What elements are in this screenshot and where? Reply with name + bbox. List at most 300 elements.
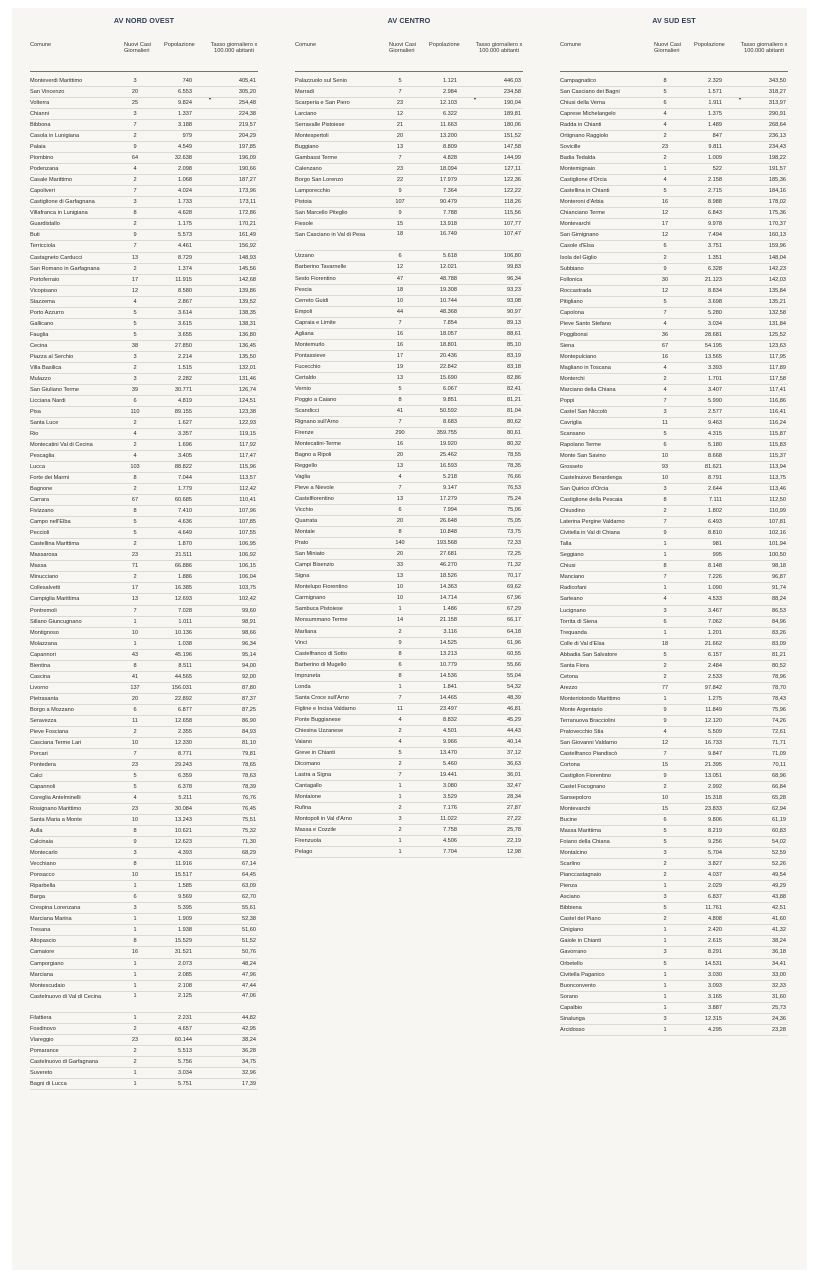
- popolazione-cell: 8.291: [708, 949, 722, 956]
- tasso-cell: 187,27: [238, 177, 256, 184]
- tasso-cell: 106,15: [238, 563, 256, 570]
- tasso-cell: 122,36: [503, 177, 521, 184]
- comune-cell: Castiglion Fiorentino: [560, 772, 611, 779]
- nuovi-casi-cell: 8: [133, 938, 137, 945]
- tasso-cell: 72,61: [772, 728, 786, 735]
- comune-cell: Castiglione di Garfagnana: [30, 199, 95, 206]
- comune-cell: Porcari: [30, 750, 48, 757]
- comune-cell: Scarlino: [560, 861, 581, 868]
- tasso-cell: 52,59: [772, 850, 786, 857]
- popolazione-cell: 2.125: [178, 992, 192, 999]
- nuovi-casi-cell: 2: [663, 133, 667, 140]
- tasso-cell: 91,74: [772, 585, 786, 592]
- table-row: [560, 782, 788, 793]
- nuovi-casi-cell: 4: [398, 738, 402, 745]
- table-row: [560, 1003, 788, 1014]
- nuovi-casi-cell: 23: [131, 1036, 139, 1043]
- tasso-cell: 27,87: [507, 805, 521, 811]
- comune-cell: Fosdinovo: [30, 1025, 56, 1032]
- section-title: AV SUD EST: [652, 16, 696, 25]
- comune-cell: Grosseto: [560, 464, 583, 471]
- nuovi-casi-cell: 6: [663, 618, 667, 625]
- comune-cell: Capannori: [30, 651, 56, 658]
- table-row: [30, 484, 258, 495]
- comune-cell: Sillano Giuncugnano: [30, 618, 82, 625]
- nuovi-casi-cell: 20: [131, 695, 139, 702]
- popolazione-cell: 12.120: [704, 717, 722, 724]
- tasso-cell: 117,41: [769, 386, 786, 393]
- tasso-cell: 25,73: [772, 1004, 786, 1011]
- nuovi-casi-cell: 11: [662, 419, 668, 426]
- table-row: [295, 737, 523, 748]
- table-row: [295, 638, 523, 649]
- nuovi-casi-cell: 1: [663, 629, 667, 636]
- popolazione-cell: 15.529: [174, 938, 192, 945]
- table-row: [30, 517, 258, 528]
- table-row: [560, 959, 788, 970]
- popolazione-cell: 16.749: [439, 231, 457, 238]
- table-row: [30, 352, 258, 363]
- table-row: [295, 836, 523, 847]
- tasso-cell: 48,24: [242, 960, 256, 967]
- tasso-cell: 123,63: [768, 342, 786, 349]
- table-row: [560, 804, 788, 815]
- tasso-cell: 136,45: [238, 342, 256, 349]
- table-row: [560, 550, 788, 561]
- comune-cell: Scansano: [560, 431, 585, 437]
- comune-cell: Castelnuovo Berardenga: [560, 475, 622, 482]
- nuovi-casi-cell: 8: [663, 497, 667, 504]
- comune-cell: Pietrasanta: [30, 695, 59, 702]
- nuovi-casi-cell: 13: [396, 463, 404, 470]
- nuovi-casi-cell: 12: [396, 264, 404, 271]
- tasso-cell: 117,92: [239, 442, 256, 449]
- tasso-cell: 123,38: [238, 408, 256, 415]
- tasso-cell: 125,52: [768, 331, 786, 338]
- popolazione-cell: 1.337: [178, 111, 192, 118]
- comune-cell: Castelfranco di Sotto: [295, 650, 347, 657]
- nuovi-casi-cell: 1: [133, 1069, 137, 1076]
- sort-desc-icon[interactable]: ▼: [208, 96, 212, 101]
- table-row: [560, 837, 788, 848]
- table-row: [30, 418, 258, 429]
- nuovi-casi-cell: 2: [133, 541, 137, 548]
- tasso-cell: 75,05: [507, 518, 521, 525]
- comune-cell: Pienza: [560, 883, 578, 890]
- table-row: [295, 814, 523, 825]
- nuovi-casi-cell: 1: [663, 993, 667, 1000]
- tasso-cell: 55,61: [242, 905, 256, 912]
- table-row: [295, 285, 523, 296]
- comune-cell: Pratovecchio Stia: [560, 728, 604, 735]
- popolazione-cell: 3.615: [178, 320, 192, 327]
- table-row: [30, 164, 258, 175]
- comune-cell: Castelfranco Piandiscò: [560, 750, 618, 757]
- table-row: [295, 395, 523, 406]
- table-row: [30, 870, 258, 881]
- nuovi-casi-cell: 16: [131, 949, 139, 956]
- tasso-cell: 198,22: [768, 155, 786, 162]
- nuovi-casi-cell: 7: [398, 319, 402, 326]
- table-row: [30, 76, 258, 87]
- tasso-cell: 159,96: [768, 243, 786, 250]
- table-row: [560, 672, 788, 683]
- table-row: [295, 803, 523, 814]
- header-nuovi-casi: Nuovi Casi Giornalieri: [389, 42, 417, 54]
- nuovi-casi-cell: 1: [133, 618, 137, 625]
- tasso-cell: 52,38: [242, 916, 256, 923]
- popolazione-cell: 66.886: [174, 563, 192, 570]
- table-row: [560, 396, 788, 407]
- table-row: [560, 617, 788, 628]
- popolazione-cell: 11.916: [175, 861, 192, 868]
- nuovi-casi-cell: 1: [663, 552, 667, 559]
- table-row: [560, 208, 788, 219]
- table-row: [30, 473, 258, 484]
- comune-cell: Casole d'Elsa: [560, 243, 595, 250]
- nuovi-casi-cell: 13: [396, 573, 404, 580]
- comune-cell: Castelnuovo di Val di Cecina: [30, 993, 102, 1000]
- tasso-cell: 98,18: [772, 563, 786, 570]
- table-row: [295, 759, 523, 770]
- popolazione-cell: 10.621: [174, 828, 192, 835]
- comune-cell: Buggiano: [295, 144, 319, 151]
- table-row: [30, 186, 258, 197]
- table-row: [560, 219, 788, 230]
- nuovi-casi-cell: 6: [133, 706, 137, 713]
- nuovi-casi-cell: 5: [663, 839, 667, 846]
- table-row: [560, 462, 788, 473]
- popolazione-cell: 18.057: [439, 330, 457, 337]
- popolazione-cell: 4.295: [708, 1026, 722, 1033]
- nuovi-casi-cell: 20: [396, 551, 404, 558]
- header-tasso: Tasso giornaliero x 100.000 abitanti: [475, 42, 523, 54]
- comune-cell: Dicomano: [295, 760, 321, 767]
- comune-cell: Piazza al Serchio: [30, 353, 74, 360]
- comune-cell: San Vincenzo: [30, 89, 65, 96]
- nuovi-casi-cell: 2: [663, 916, 667, 923]
- tasso-cell: 219,57: [238, 122, 256, 129]
- tasso-cell: 68,96: [772, 772, 786, 779]
- table-row: [30, 1046, 258, 1057]
- popolazione-cell: 2.329: [708, 78, 722, 84]
- tasso-cell: 66,84: [772, 784, 786, 790]
- table-row: [560, 330, 788, 341]
- tasso-cell: 115,37: [769, 453, 786, 460]
- popolazione-cell: 1.701: [708, 375, 722, 382]
- tasso-cell: 98,66: [242, 629, 256, 636]
- tasso-cell: 38,24: [772, 938, 786, 945]
- table-row: [30, 495, 258, 506]
- comune-cell: Palazzuolo sul Senio: [295, 78, 347, 84]
- comune-cell: Montecarlo: [30, 850, 58, 857]
- tasso-cell: 76,53: [507, 485, 521, 492]
- table-row: [295, 318, 523, 329]
- nuovi-casi-cell: 8: [133, 861, 137, 868]
- tasso-cell: 55,04: [507, 672, 521, 679]
- comune-cell: Licciana Nardi: [30, 397, 66, 404]
- popolazione-cell: 13.918: [439, 221, 457, 228]
- nuovi-casi-cell: 6: [663, 442, 667, 449]
- comune-cell: Stazzema: [30, 298, 55, 305]
- popolazione-cell: 979: [182, 133, 192, 140]
- popolazione-cell: 6.493: [708, 519, 722, 526]
- tasso-cell: 113,75: [769, 475, 786, 482]
- popolazione-cell: 9.463: [708, 419, 722, 426]
- comune-cell: Massa e Cozzile: [295, 827, 337, 834]
- popolazione-cell: 9.966: [443, 738, 457, 745]
- table-row: [295, 693, 523, 704]
- comune-cell: Casciana Terme Lari: [30, 739, 82, 746]
- comune-cell: Chiesina Uzzanese: [295, 727, 344, 734]
- table-row: [560, 870, 788, 881]
- comune-cell: Montemignaio: [560, 166, 596, 173]
- popolazione-cell: 5.211: [178, 795, 192, 802]
- comune-cell: Castel del Piano: [560, 916, 601, 923]
- tasso-cell: 96,34: [507, 275, 521, 282]
- popolazione-cell: 2.615: [708, 938, 722, 945]
- tasso-cell: 115,83: [769, 442, 786, 449]
- popolazione-cell: 8.834: [708, 287, 722, 294]
- tasso-cell: 81,04: [507, 407, 521, 414]
- nuovi-casi-cell: 9: [133, 144, 137, 151]
- header-comune: Comune: [295, 42, 317, 48]
- comune-cell: Cascina: [30, 673, 51, 680]
- popolazione-cell: 1.375: [708, 111, 722, 118]
- comune-cell: Asciano: [560, 894, 580, 901]
- table-row: [30, 925, 258, 936]
- table-row: [560, 528, 788, 539]
- nuovi-casi-cell: 8: [398, 672, 402, 679]
- popolazione-cell: 4.828: [443, 155, 457, 162]
- tasso-cell: 234,58: [503, 89, 521, 96]
- nuovi-casi-cell: 1: [133, 960, 137, 967]
- tasso-cell: 32,96: [242, 1069, 256, 1076]
- popolazione-cell: 2.715: [708, 188, 722, 195]
- table-row: [295, 748, 523, 759]
- popolazione-cell: 46.270: [439, 562, 457, 569]
- nuovi-casi-cell: 67: [661, 342, 669, 349]
- nuovi-casi-cell: 1: [133, 916, 137, 923]
- table-row: [30, 374, 258, 385]
- comune-cell: Barberino di Mugello: [295, 661, 347, 668]
- nuovi-casi-cell: 7: [133, 188, 137, 195]
- table-row: [30, 561, 258, 572]
- popolazione-cell: 12.315: [704, 1015, 722, 1022]
- nuovi-casi-cell: 23: [396, 100, 404, 107]
- nuovi-casi-cell: 4: [133, 166, 137, 173]
- tasso-cell: 80,52: [772, 662, 786, 669]
- popolazione-cell: 3.357: [178, 431, 192, 437]
- sort-desc-icon[interactable]: ▼: [738, 96, 742, 101]
- nuovi-casi-cell: 4: [663, 596, 667, 603]
- popolazione-cell: 8.511: [178, 662, 192, 669]
- nuovi-casi-cell: 39: [131, 386, 139, 393]
- popolazione-cell: 21.395: [704, 761, 722, 768]
- nuovi-casi-cell: 5: [663, 651, 667, 658]
- table-row: [295, 153, 523, 164]
- comune-cell: Montepulciano: [560, 353, 597, 360]
- comune-cell: Barberino Tavarnelle: [295, 264, 347, 271]
- table-row: [560, 793, 788, 804]
- nuovi-casi-cell: 2: [133, 486, 137, 493]
- tasso-cell: 126,74: [238, 386, 256, 393]
- tasso-cell: 142,68: [238, 276, 256, 283]
- tasso-cell: 51,60: [242, 927, 256, 934]
- table-row: [560, 826, 788, 837]
- nuovi-casi-cell: 47: [396, 275, 404, 282]
- popolazione-cell: 5.756: [178, 1058, 192, 1065]
- nuovi-casi-cell: 3: [663, 408, 667, 415]
- comune-cell: Talla: [560, 541, 572, 548]
- tasso-cell: 93,08: [507, 297, 521, 304]
- popolazione-cell: 4.628: [178, 210, 192, 217]
- table-row: [295, 847, 523, 858]
- popolazione-cell: 6.378: [178, 784, 192, 790]
- comune-cell: Sambuca Pistoiese: [295, 606, 343, 613]
- popolazione-cell: 6.157: [708, 651, 722, 658]
- popolazione-cell: 1.870: [178, 541, 192, 548]
- table-row: [295, 373, 523, 384]
- popolazione-cell: 1.175: [178, 221, 192, 228]
- tasso-cell: 64,45: [242, 872, 256, 879]
- tasso-cell: 78,35: [507, 463, 521, 470]
- tasso-cell: 305,20: [238, 89, 256, 96]
- comune-cell: Bibbona: [30, 122, 51, 129]
- table-row: [560, 981, 788, 992]
- comune-cell: Lastra a Signa: [295, 771, 332, 778]
- popolazione-cell: 3.655: [178, 331, 192, 338]
- table-row: [30, 506, 258, 517]
- tasso-cell: 67,29: [507, 606, 521, 613]
- popolazione-cell: 2.098: [178, 166, 192, 173]
- comune-cell: Marciano della Chiana: [560, 386, 616, 393]
- table-row: [295, 230, 523, 251]
- popolazione-cell: 8.668: [708, 453, 722, 460]
- nuovi-casi-cell: 77: [661, 684, 669, 691]
- popolazione-cell: 2.073: [178, 960, 192, 967]
- table-row: [560, 683, 788, 694]
- nuovi-casi-cell: 3: [663, 949, 667, 956]
- tasso-cell: 75,24: [507, 496, 521, 503]
- popolazione-cell: 1.201: [708, 629, 722, 636]
- comune-cell: Vaiano: [295, 738, 313, 745]
- nuovi-casi-cell: 2: [133, 419, 137, 426]
- popolazione-cell: 45.196: [174, 651, 192, 658]
- popolazione-cell: 19.441: [439, 771, 457, 778]
- nuovi-casi-cell: 20: [131, 89, 139, 96]
- table-row: [560, 308, 788, 319]
- tasso-cell: 75,32: [242, 828, 256, 835]
- popolazione-cell: 193.568: [436, 540, 457, 547]
- tasso-cell: 71,71: [772, 739, 786, 746]
- comune-cell: Montelupo Fiorentino: [295, 584, 348, 591]
- header-tasso: Tasso giornaliero x 100.000 abitanti: [740, 42, 788, 54]
- popolazione-cell: 21.662: [704, 640, 722, 647]
- popolazione-cell: 16.593: [439, 463, 457, 470]
- nuovi-casi-cell: 6: [133, 894, 137, 901]
- tasso-cell: 34,41: [772, 960, 786, 967]
- table-row: [295, 251, 523, 262]
- popolazione-cell: 3.698: [708, 298, 722, 305]
- comune-cell: Fucecchio: [295, 363, 321, 370]
- nuovi-casi-cell: 23: [131, 806, 139, 813]
- tasso-cell: 117,89: [769, 364, 786, 371]
- header-divider: [295, 71, 523, 72]
- popolazione-cell: 4.315: [708, 431, 722, 437]
- comune-cell: Bagni di Lucca: [30, 1080, 67, 1087]
- comune-cell: Monteriotondo Marittimo: [560, 695, 621, 702]
- popolazione-cell: 21.511: [175, 552, 192, 559]
- nuovi-casi-cell: 2: [398, 805, 402, 811]
- tasso-cell: 42,95: [242, 1025, 256, 1032]
- comune-cell: Monterchi: [560, 375, 585, 382]
- tasso-cell: 180,06: [503, 122, 521, 129]
- table-row: [560, 363, 788, 374]
- nuovi-casi-cell: 5: [663, 828, 667, 835]
- popolazione-cell: 359.755: [436, 429, 457, 436]
- table-row: [560, 606, 788, 617]
- tasso-cell: 84,96: [772, 618, 786, 625]
- popolazione-cell: 2.644: [708, 486, 722, 493]
- popolazione-cell: 20.436: [439, 352, 457, 359]
- tasso-cell: 107,77: [503, 221, 521, 228]
- popolazione-cell: 7.044: [178, 475, 192, 482]
- table-row: [295, 571, 523, 582]
- nuovi-casi-cell: 16: [396, 341, 404, 348]
- nuovi-casi-cell: 3: [663, 850, 667, 857]
- tasso-cell: 175,36: [768, 210, 786, 217]
- comune-cell: Signa: [295, 573, 310, 580]
- comune-cell: Calcinaia: [30, 839, 54, 846]
- table-row: [295, 505, 523, 516]
- tasso-cell: 234,43: [768, 144, 786, 151]
- table-row: [30, 451, 258, 462]
- nuovi-casi-cell: 8: [398, 396, 402, 403]
- nuovi-casi-cell: 7: [133, 243, 137, 250]
- popolazione-cell: 2.231: [178, 1014, 192, 1021]
- nuovi-casi-cell: 22: [396, 177, 404, 184]
- nuovi-casi-cell: 13: [396, 374, 404, 381]
- table-row: [295, 340, 523, 351]
- table-row: [295, 296, 523, 307]
- popolazione-cell: 3.529: [443, 793, 457, 800]
- tasso-cell: 78,55: [507, 452, 521, 458]
- popolazione-cell: 4.037: [708, 872, 722, 879]
- tasso-cell: 78,39: [242, 784, 256, 790]
- tasso-cell: 71,30: [242, 839, 256, 846]
- table-row: [30, 947, 258, 958]
- table-row: [30, 981, 258, 992]
- comune-cell: Borgo a Mozzano: [30, 706, 74, 713]
- popolazione-cell: 1.515: [178, 364, 192, 371]
- nuovi-casi-cell: 38: [131, 342, 139, 349]
- comune-cell: Foiano della Chiana: [560, 839, 610, 846]
- tasso-cell: 196,09: [238, 155, 256, 162]
- nuovi-casi-cell: 290: [395, 429, 405, 436]
- popolazione-cell: 7.028: [178, 607, 192, 614]
- sort-desc-icon[interactable]: ▼: [473, 96, 477, 101]
- popolazione-cell: 6.322: [443, 111, 457, 118]
- nuovi-casi-cell: 9: [663, 706, 667, 713]
- comune-cell: Gavorrano: [560, 949, 587, 956]
- tasso-cell: 151,52: [503, 133, 521, 140]
- popolazione-cell: 3.751: [708, 243, 722, 250]
- comune-cell: Cinigiano: [560, 927, 584, 934]
- comune-cell: Montaione: [295, 793, 322, 800]
- popolazione-cell: 1.011: [178, 618, 192, 625]
- nuovi-casi-cell: 2: [663, 662, 667, 669]
